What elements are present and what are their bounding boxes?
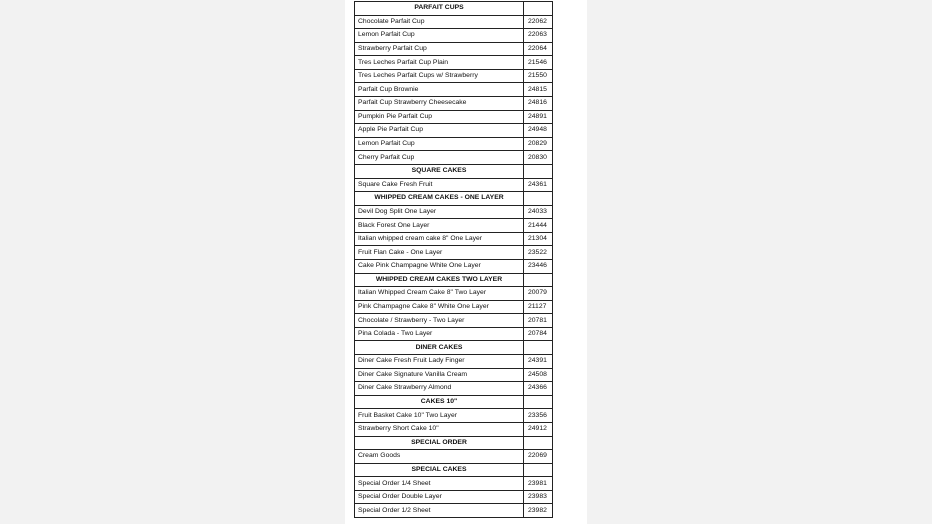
section-header-row	[355, 273, 553, 287]
product-code: 24366	[524, 382, 553, 396]
table-row	[355, 56, 553, 70]
section-title: WHIPPED CREAM CAKES TWO LAYER	[355, 273, 524, 287]
table-row	[355, 368, 553, 382]
section-header-row	[355, 436, 553, 450]
product-name: Cake Pink Champagne White One Layer	[355, 259, 524, 273]
section-title: SQUARE CAKES	[355, 164, 524, 178]
product-name: Cream Goods	[355, 450, 524, 464]
product-code: 22069	[524, 450, 553, 464]
section-header-row	[355, 2, 553, 16]
product-name: Special Order 1/4 Sheet	[355, 477, 524, 491]
section-title: SPECIAL CAKES	[355, 463, 524, 477]
product-code: 22062	[524, 15, 553, 29]
product-name: Italian whipped cream cake 8" One Layer	[355, 232, 524, 246]
product-code: 24508	[524, 368, 553, 382]
product-code: 24391	[524, 355, 553, 369]
product-name: Special Order Double Layer	[355, 490, 524, 504]
table-row	[355, 83, 553, 97]
product-name: Strawberry Parfait Cup	[355, 42, 524, 56]
table-row	[355, 97, 553, 111]
product-name: Cherry Parfait Cup	[355, 151, 524, 165]
table-row	[355, 124, 553, 138]
section-header-row	[355, 192, 553, 206]
section-header-row	[355, 395, 553, 409]
table-row	[355, 219, 553, 233]
product-name: Chocolate Parfait Cup	[355, 15, 524, 29]
table-row	[355, 300, 553, 314]
product-code: 24912	[524, 422, 553, 436]
product-table-body	[355, 2, 553, 518]
section-title: SPECIAL ORDER	[355, 436, 524, 450]
section-code-cell	[524, 164, 553, 178]
product-name: Special Order 1/2 Sheet	[355, 504, 524, 518]
table-row	[355, 137, 553, 151]
product-name: Italian Whipped Cream Cake 8" Two Layer	[355, 287, 524, 301]
product-code: 23356	[524, 409, 553, 423]
table-row	[355, 259, 553, 273]
product-code: 21550	[524, 69, 553, 83]
document-page	[345, 0, 587, 524]
section-title: DINER CAKES	[355, 341, 524, 355]
product-code: 21546	[524, 56, 553, 70]
product-code: 23981	[524, 477, 553, 491]
product-code: 23983	[524, 490, 553, 504]
product-code: 23446	[524, 259, 553, 273]
product-code: 24816	[524, 97, 553, 111]
product-name: Fruit Flan Cake - One Layer	[355, 246, 524, 260]
table-row	[355, 42, 553, 56]
table-row	[355, 15, 553, 29]
section-code-cell	[524, 273, 553, 287]
product-code: 22064	[524, 42, 553, 56]
table-row	[355, 382, 553, 396]
product-name: Lemon Parfait Cup	[355, 29, 524, 43]
table-row	[355, 69, 553, 83]
table-row	[355, 422, 553, 436]
section-header-row	[355, 463, 553, 477]
table-row	[355, 477, 553, 491]
product-code: 24361	[524, 178, 553, 192]
product-code: 23982	[524, 504, 553, 518]
table-row	[355, 29, 553, 43]
product-code: 22063	[524, 29, 553, 43]
product-code: 21444	[524, 219, 553, 233]
table-row	[355, 232, 553, 246]
product-name: Chocolate / Strawberry - Two Layer	[355, 314, 524, 328]
table-row	[355, 504, 553, 518]
section-header-row	[355, 164, 553, 178]
table-row	[355, 355, 553, 369]
product-name: Parfait Cup Strawberry Cheesecake	[355, 97, 524, 111]
section-code-cell	[524, 436, 553, 450]
product-code: 20079	[524, 287, 553, 301]
product-code: 24033	[524, 205, 553, 219]
table-row	[355, 314, 553, 328]
product-name: Strawberry Short Cake 10"	[355, 422, 524, 436]
product-name: Diner Cake Signature Vanilla Cream	[355, 368, 524, 382]
product-code: 24948	[524, 124, 553, 138]
table-row	[355, 151, 553, 165]
product-code: 20829	[524, 137, 553, 151]
section-header-row	[355, 341, 553, 355]
section-title: WHIPPED CREAM CAKES - ONE LAYER	[355, 192, 524, 206]
product-code: 21304	[524, 232, 553, 246]
product-name: Fruit Basket Cake 10" Two Layer	[355, 409, 524, 423]
product-name: Pina Colada - Two Layer	[355, 327, 524, 341]
section-title: CAKES 10"	[355, 395, 524, 409]
product-name: Diner Cake Fresh Fruit Lady Finger	[355, 355, 524, 369]
section-code-cell	[524, 341, 553, 355]
table-row	[355, 178, 553, 192]
section-code-cell	[524, 463, 553, 477]
product-name: Apple Pie Parfait Cup	[355, 124, 524, 138]
table-row	[355, 327, 553, 341]
product-name: Tres Leches Parfait Cup Plain	[355, 56, 524, 70]
table-row	[355, 287, 553, 301]
product-table	[354, 1, 553, 518]
product-name: Pink Champagne Cake 8" White One Layer	[355, 300, 524, 314]
table-row	[355, 205, 553, 219]
product-name: Devil Dog Split One Layer	[355, 205, 524, 219]
product-code: 23522	[524, 246, 553, 260]
product-name: Parfait Cup Brownie	[355, 83, 524, 97]
table-row	[355, 490, 553, 504]
product-code: 20784	[524, 327, 553, 341]
section-code-cell	[524, 192, 553, 206]
table-row	[355, 409, 553, 423]
product-name: Black Forest One Layer	[355, 219, 524, 233]
product-code: 24815	[524, 83, 553, 97]
table-row	[355, 246, 553, 260]
product-name: Tres Leches Parfait Cups w/ Strawberry	[355, 69, 524, 83]
product-name: Pumpkin Pie Parfait Cup	[355, 110, 524, 124]
table-row	[355, 110, 553, 124]
product-code: 20781	[524, 314, 553, 328]
product-code: 24891	[524, 110, 553, 124]
product-code: 20830	[524, 151, 553, 165]
table-row	[355, 450, 553, 464]
section-title: PARFAIT CUPS	[355, 2, 524, 16]
product-name: Lemon Parfait Cup	[355, 137, 524, 151]
product-name: Square Cake Fresh Fruit	[355, 178, 524, 192]
section-code-cell	[524, 2, 553, 16]
product-name: Diner Cake Strawberry Almond	[355, 382, 524, 396]
product-code: 21127	[524, 300, 553, 314]
section-code-cell	[524, 395, 553, 409]
